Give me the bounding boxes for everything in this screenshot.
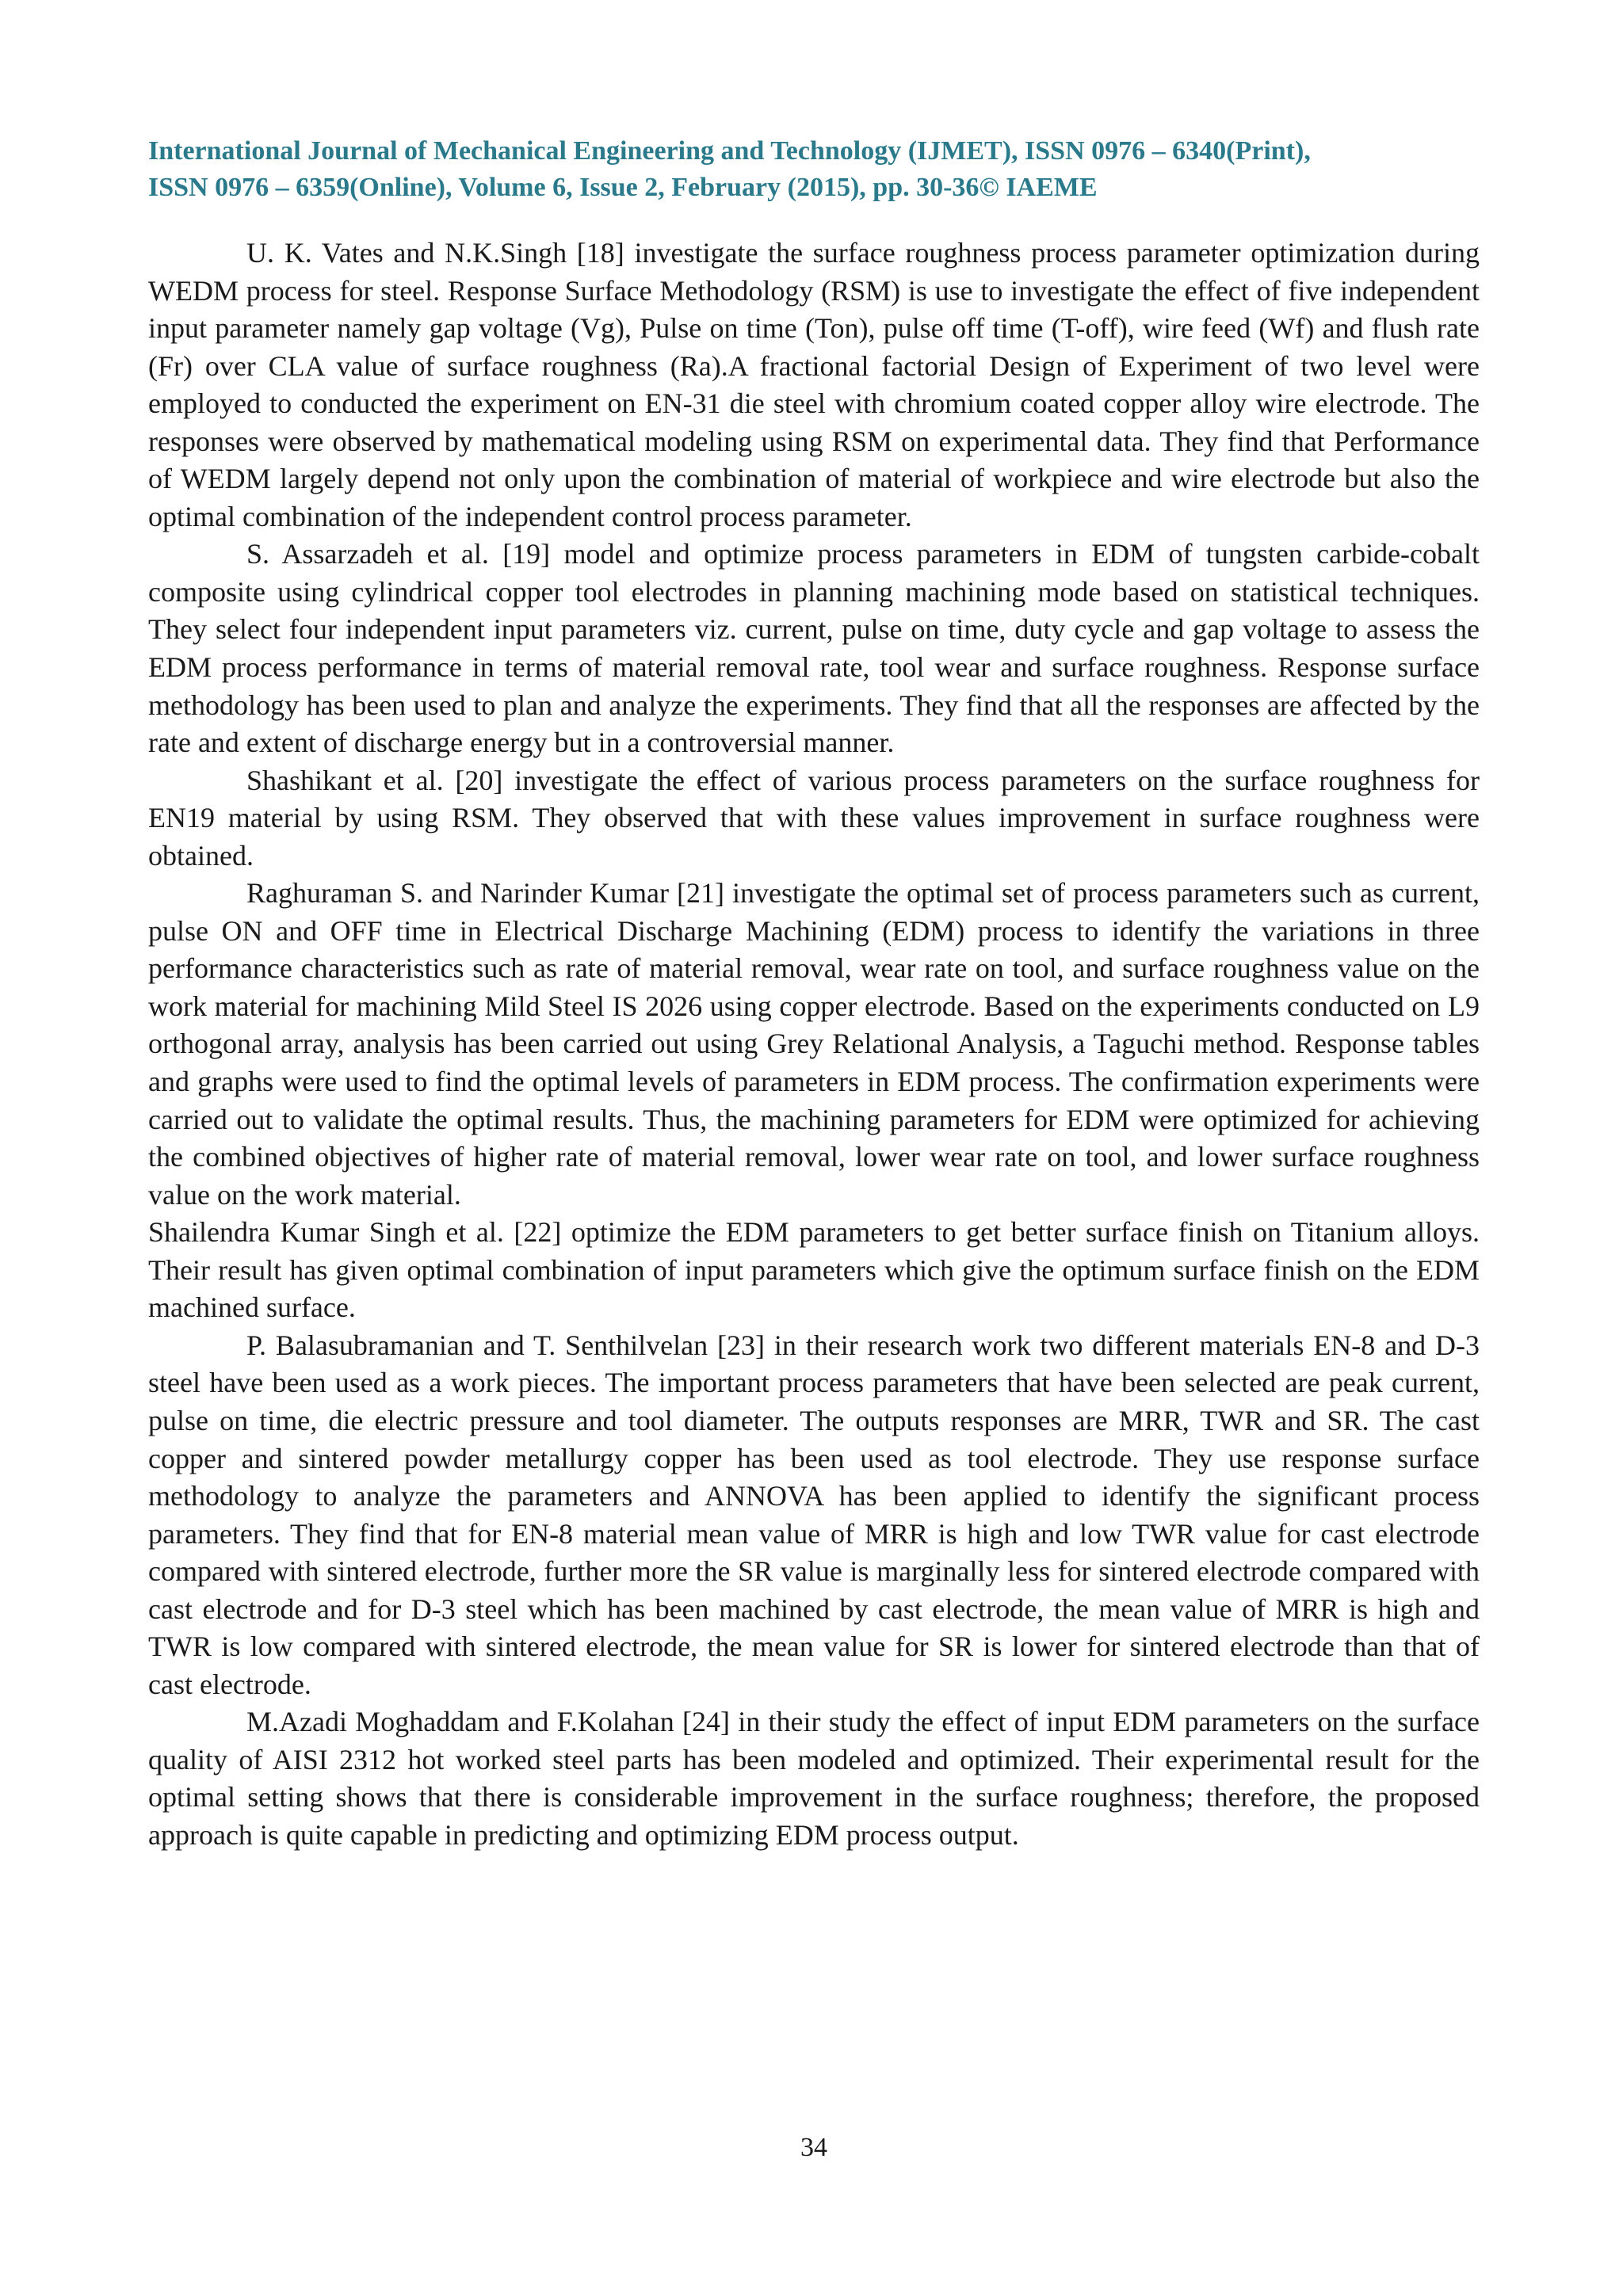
body-text (148, 235, 1480, 1855)
paragraph-shashikant: Shashikant et al. [20] investigate the effect of various process parameters on the surface roughness for EN19 material by using RSM. They observed that with these values improvement in surface roughness were obtained. (148, 764, 1480, 871)
paragraph-moghaddam: M.Azadi Moghaddam and F.Kolahan [24] in their study the effect of input EDM parameters on the surface quality of AISI 2312 hot worked steel parts has been modeled and optimized. Their experimental result for the optimal setting shows that there is considerable improvement in the surface roughness; therefore, the proposed approach is quite capable in predicting and optimizing EDM process output. (148, 1706, 1480, 1851)
paragraph-vates-singh: U. K. Vates and N.K.Singh [18] investigate the surface roughness process parameter optimization during WEDM process for steel. Response Surface Methodology (RSM) is use to investigate the effect of five independent input parameter namely gap voltage (Vg), Pulse on time (Ton), pulse off time (T-off), wire feed (Wf) and flush rate (Fr) over CLA value of surface roughness (Ra).A fractional factorial Design of Experiment of two level were employed to conducted the experiment on EN-31 die steel with chromium coated copper alloy wire electrode. The responses were observed by mathematical modeling using RSM on experimental data. They find that Performance of WEDM largely depend not only upon the combination of material of workpiece and wire electrode but also the optimal combination of the independent control process parameter. (148, 237, 1480, 532)
journal-header-line-1: International Journal of Mechanical Engineering and Technology (IJMET), ISSN 0976 – 6340(Print), (148, 136, 1311, 166)
paragraph-assarzadeh: S. Assarzadeh et al. [19] model and optimize process parameters in EDM of tungsten carbide-cobalt composite using cylindrical copper tool electrodes in planning machining mode based on statistical techniques. They select four independent input parameters viz. current, pulse on time, duty cycle and gap voltage to assess the EDM process performance in terms of material removal rate, tool wear and surface roughness. Response surface methodology has been used to plan and analyze the experiments. They find that all the responses are affected by the rate and extent of discharge energy but in a controversial manner. (148, 538, 1480, 759)
paragraph-raghuraman: Raghuraman S. and Narinder Kumar [21] investigate the optimal set of process parameters such as current, pulse ON and OFF time in Electrical Discharge Machining (EDM) process to identify the variations in three performance characteristics such as rate of material removal, wear rate on tool, and surface roughness value on the work material for machining Mild Steel IS 2026 using copper electrode. Based on the experiments conducted on L9 orthogonal array, analysis has been carried out using Grey Relational Analysis, a Taguchi method. Response tables and graphs were used to find the optimal levels of parameters in EDM process. The confirmation experiments were carried out to validate the optimal results. Thus, the machining parameters for EDM were optimized for achieving the combined objectives of higher rate of material removal, lower wear rate on tool, and lower surface roughness value on the work material. (148, 877, 1480, 1211)
paper-page (148, 0, 1480, 2296)
journal-header-line-2: ISSN 0976 – 6359(Online), Volume 6, Issue 2, February (2015), pp. 30-36© IAEME (148, 173, 1098, 202)
page-number: 34 (800, 2133, 827, 2162)
paragraph-balasubramanian: P. Balasubramanian and T. Senthilvelan [23] in their research work two different materials EN-8 and D-3 steel have been used as a work pieces. The important process parameters that have been selected are peak current, pulse on time, die electric pressure and tool diameter. The outputs responses are MRR, TWR and SR. The cast copper and sintered powder metallurgy copper has been used as tool electrode. They use response surface methodology to analyze the parameters and ANNOVA has been applied to identify the significant process parameters. They find that for EN-8 material mean value of MRR is high and low TWR value for cast electrode compared with sintered electrode, further more the SR value is marginally less for sintered electrode compared with cast electrode and for D-3 steel which has been machined by cast electrode, the mean value of MRR is high and TWR is low compared with sintered electrode, the mean value for SR is lower for sintered electrode than that of cast electrode. (148, 1329, 1480, 1700)
paragraph-shailendra: Shailendra Kumar Singh et al. [22] optimize the EDM parameters to get better surface finish on Titanium alloys. Their result has given optimal combination of input parameters which give the optimum surface finish on the EDM machined surface. (148, 1216, 1480, 1324)
journal-header (148, 133, 1480, 206)
